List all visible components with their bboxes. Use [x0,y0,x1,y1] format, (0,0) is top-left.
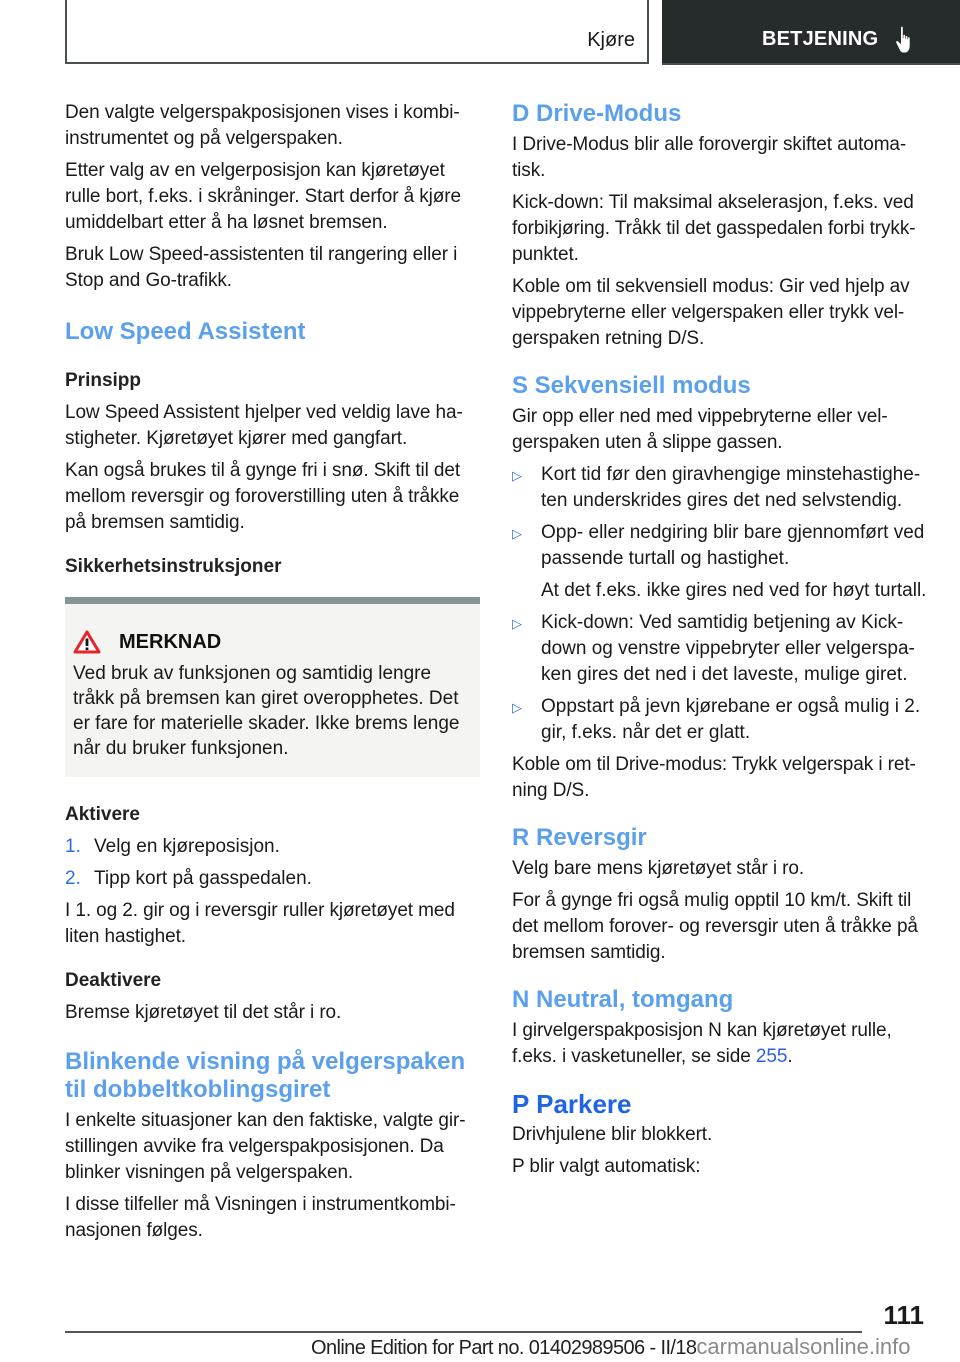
blinking-paragraph: I enkelte situasjoner kan den faktiske, valgte gir-stillingen avvike fra velgerspakposisjonen. Da blinker visningen på velgerspaken. [65,1110,466,1183]
right-column [512,100,930,1186]
sequential-intro: Gir opp eller ned med vippebryterne eller vel-gerspaken uten å slippe gassen. [512,406,888,453]
warning-triangle-icon [73,630,101,654]
blinking-paragraph: I disse tilfeller må Visningen i instrumentkombi-nasjonen følges. [65,1194,456,1241]
intro-paragraph: Den valgte velgerspakposisjonen vises i kombi-instrumentet og på velgerspaken. [65,102,460,149]
heading-low-speed-assistent: Low Speed Assistent [65,318,306,345]
step-number: 2. [65,868,81,889]
section-title: Kjøre [587,29,635,51]
park-paragraph: Drivhjulene blir blokkert. [512,1124,713,1145]
bullet-extra: At det f.eks. ikke gires ned ved for høyt turtall. [541,580,927,601]
triangle-right-icon: ▷ [512,700,522,715]
left-column-lower [65,802,485,1250]
heading-neutral: N Neutral, tomgang [512,986,734,1013]
heading-blinkende-visning: Blinkende visning på velgerspaken til dobbeltkoblingsgiret [65,1048,466,1103]
sequential-bullets [512,462,930,746]
deactivate-text: Bremse kjøretøyet til det står i ro. [65,1002,342,1023]
notice-text: Ved bruk av funksjonen og samtidig lengre tråkk på bremsen kan giret overopphetes. Det er fare for materielle skader. Ikke brems lenge når du bruker funksjonen. [73,663,460,759]
hand-pointer-icon [894,26,916,54]
bullet-item [512,694,930,746]
step-number: 1. [65,836,81,857]
left-column [65,100,485,586]
subheading-sikkerhetsinstruksjoner: Sikkerhetsinstruksjoner [65,556,282,577]
bullet-text: Opp- eller nedgiring blir bare gjennomført ved passende turtall og hastighet. [541,522,925,569]
page-link-255[interactable]: 255 [755,1046,788,1067]
activate-note: I 1. og 2. gir og i reversgir ruller kjøretøyet med liten hastighet. [65,900,455,947]
bullet-item [512,520,930,604]
triangle-right-icon: ▷ [512,526,522,541]
watermark: carmanualsonline.info [696,1334,911,1359]
drive-paragraph: I Drive-Modus blir alle forovergir skiftet automa-tisk. [512,134,907,181]
intro-paragraph: Etter valg av en velgerposisjon kan kjøretøyet rulle bort, f.eks. i skråninger. Start derfor å kjøre umiddelbart etter å ha løsnet bremsen. [65,160,461,233]
chapter-title: BETJENING [762,28,879,50]
neutral-text-end: . [787,1046,793,1067]
heading-parkere: P Parkere [512,1089,632,1119]
bullet-item [512,610,930,688]
triangle-right-icon: ▷ [512,616,522,631]
subheading-prinsipp: Prinsipp [65,370,142,391]
reverse-paragraph: For å gynge fri også mulig opptil 10 km/t. Skift til det mellom forover- og reversgir uten å tråkke på bremsen samtidig. [512,890,918,963]
bullet-text: Kort tid før den giravhengige minstehastighe-ten underskrides gires det ned selvstendig. [541,464,921,511]
bullet-text: Kick-down: Ved samtidig betjening av Kick-down og venstre vippebryter eller velgerspa-ken gires det ned i det laveste, mulige giret. [541,612,915,685]
park-paragraph: P blir valgt automatisk: [512,1156,701,1177]
heading-reversgir: R Reversgir [512,824,647,851]
heading-drive-modus: D Drive-Modus [512,100,682,127]
notice-label: MERKNAD [119,630,222,653]
bullet-item [512,462,930,514]
notice-box [65,597,480,777]
header-chapter-tab [662,0,960,65]
footer-edition [311,1334,910,1360]
bullet-text: Oppstart på jevn kjørebane er også mulig i 2. gir, f.eks. når det er glatt. [541,696,921,743]
step-text: Velg en kjøreposisjon. [94,836,280,857]
step-text: Tipp kort på gasspedalen. [94,868,312,889]
page-number: 111 [883,1300,924,1330]
edition-text: Online Edition for Part no. 01402989506 - II/18 [311,1337,697,1359]
intro-paragraph: Bruk Low Speed-assistenten til rangering eller i Stop and Go-trafikk. [65,244,458,291]
drive-paragraph: Kick-down: Til maksimal akselerasjon, f.eks. ved forbikjøring. Tråkk til det gasspedalen forbi trykk-punktet. [512,192,916,265]
heading-sekvensiell-modus: S Sekvensiell modus [512,372,751,399]
neutral-text: I girvelgerspakposisjon N kan kjøretøyet rulle, f.eks. i vasketuneller, se side [512,1020,892,1067]
reverse-paragraph: Velg bare mens kjøretøyet står i ro. [512,858,805,879]
prinsipp-paragraph: Low Speed Assistent hjelper ved veldig lave ha-stigheter. Kjøretøyet kjører med gangfart. [65,402,463,449]
neutral-paragraph [512,1018,930,1070]
subheading-aktivere: Aktivere [65,804,140,825]
activate-steps [65,834,485,892]
prinsipp-paragraph: Kan også brukes til å gynge fri i snø. Skift til det mellom reversgir og foroverstilling uten å tråkke på bremsen samtidig. [65,460,461,533]
header-section-tab [65,0,649,64]
triangle-right-icon: ▷ [512,468,522,483]
drive-paragraph: Koble om til sekvensiell modus: Gir ved hjelp av vippebryterne eller velgerspaken eller trykk vel-gerspaken retning D/S. [512,276,910,349]
step-item [65,834,485,860]
subheading-deaktivere: Deaktivere [65,970,162,991]
sequential-outro: Koble om til Drive-modus: Trykk velgerspak i ret-ning D/S. [512,754,916,801]
footer-divider [65,1331,862,1333]
notice-title [73,630,221,654]
step-item [65,866,485,892]
